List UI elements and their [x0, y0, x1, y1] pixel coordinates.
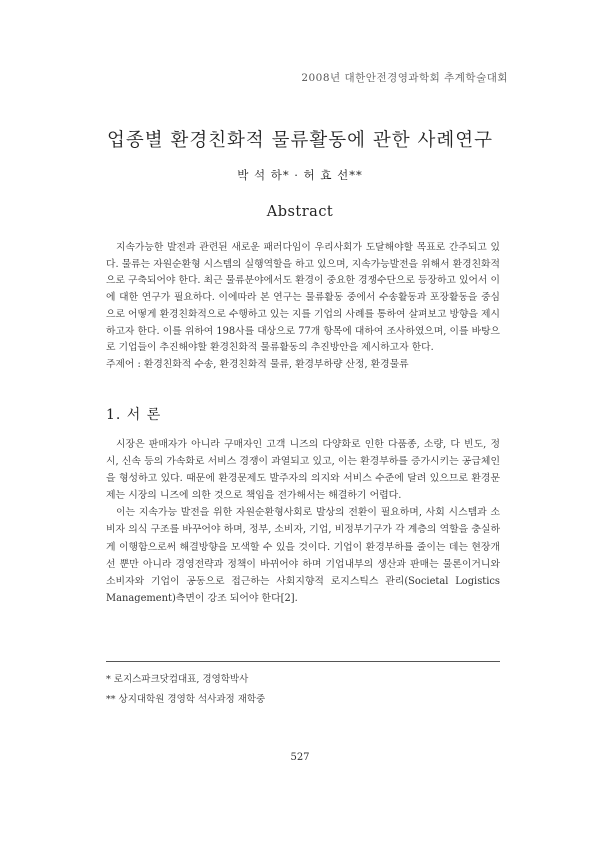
keywords-line: 주제어 : 환경친화적 수송, 환경친화적 물류, 환경부하량 산정, 환경물류	[106, 359, 409, 370]
body-paragraph: 이는 지속가능 발전을 위한 자원순환형사회로 발상의 전환이 필요하며, 사회 시스템과 소비자 의식 구조를 바꾸어야 하며, 정부, 소비자, 기업, 비정부기구가 각 계층의 역할을 충실하게 이행함으로써 해결방향을 모색할 수 있을 것이다. 기업이 환경부하를 줄이는 데는 현장개선 뿐만 아니라 경영전략과 정책이 바뀌어야 하며 기업내부의 생산과 판매는 물론이거니와 소비자와 기업이 공동으로 접근하는 사회지향적 로지스틱스 관리(Societal Logistics Management)측면이 강조 되어야 한다[2].	[106, 507, 500, 604]
section-heading: 1. 서 론	[106, 407, 162, 423]
footnote-divider	[106, 661, 500, 662]
page-number: 527	[290, 752, 310, 763]
abstract-paragraph: 지속가능한 발전과 관련된 새로운 패러다임이 우리사회가 도달해야할 목표로 간주되고 있다. 물류는 자원순환형 시스템의 실행역할을 하고 있으며, 지속가능발전을 위해서 환경친화적으로 구축되어야 한다. 최근 물류분야에서도 환경이 중요한 경쟁수단으로 등장하고 있어서 이에 대한 연구가 필요하다. 이에따라 본 연구는 물류활동 중에서 수송활동과 포장활동을 중심으로 어떻게 환경친화적으로 수행하고 있는 지를 기업의 사례를 통하여 살펴보고 방향을 제시하고자 한다. 이를 위하여 198사를 대상으로 77개 항목에 대하여 조사하였으며, 이를 바탕으로 기업들이 추진해야할 환경친화적 물류활동의 추진방안을 제시하고자 한다.	[106, 242, 500, 354]
paper-title: 업종별 환경친화적 물류활동에 관한 사례연구	[106, 130, 494, 151]
abstract-heading: Abstract	[266, 204, 334, 220]
footnote-item: ** 상지대학원 경영학 석사과정 재학중	[106, 694, 266, 705]
footnote-item: * 로지스파크닷컴대표, 경영학박사	[106, 674, 249, 685]
footnotes	[106, 670, 265, 710]
body-paragraph: 시장은 판매자가 아니라 구매자인 고객 니즈의 다양화로 인한 다품종, 소량, 다 빈도, 정시, 신속 등의 가속화로 서비스 경쟁이 과열되고 있고, 이는 환경부하를 증가시키는 공급체인을 형성하고 있다. 때문에 환경문제도 발주자의 의지와 서비스 수준에 달려 있으므로 환경문제는 시장의 니즈에 의한 것으로 책임을 전가해서는 해결하기 어렵다.	[106, 439, 500, 502]
abstract-body	[106, 240, 500, 357]
authors-line: 박 석 하* · 허 효 선**	[237, 168, 363, 182]
running-head: 2008년 대한안전경영과학회 추계학술대회	[301, 72, 508, 84]
section-body	[106, 436, 500, 607]
